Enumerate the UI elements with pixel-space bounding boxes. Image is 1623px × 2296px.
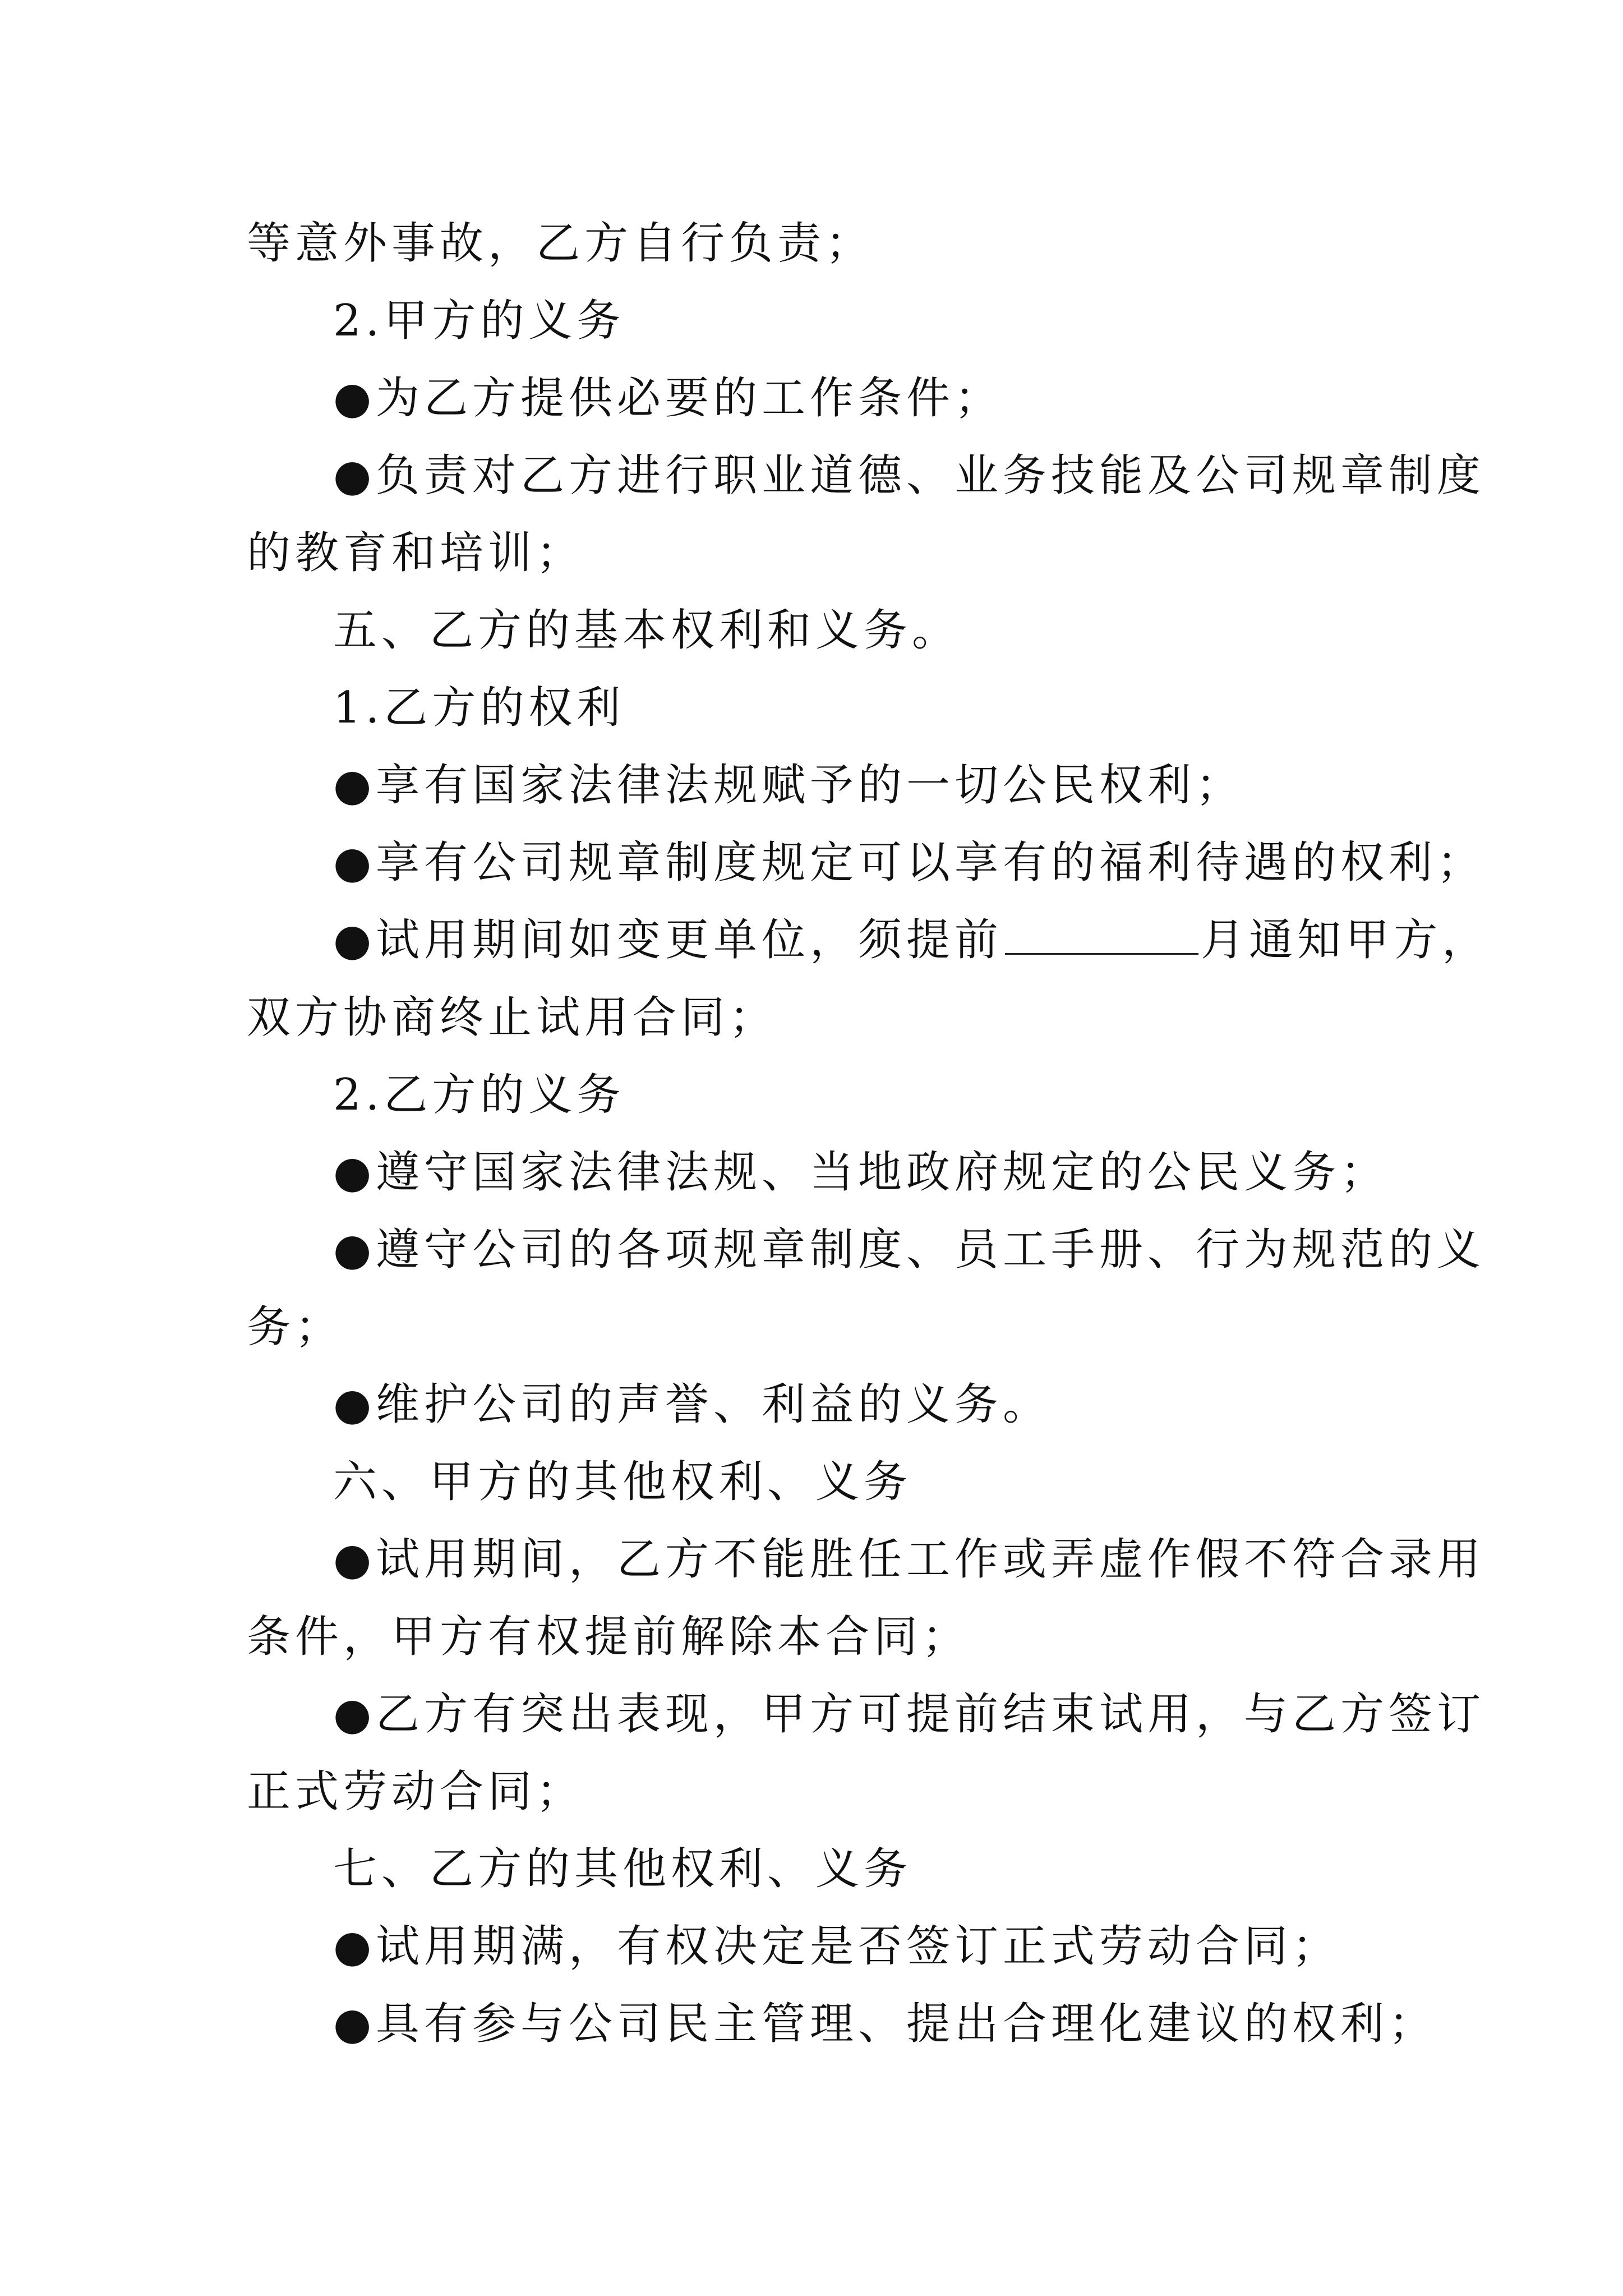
paragraph-line: 双方协商终止试用合同； — [247, 992, 778, 1043]
bullet-item: ●遵守国家法律法规、当地政府规定的公民义务； — [333, 1147, 1389, 1198]
section-heading: 2.甲方的义务 — [333, 296, 625, 346]
paragraph-line: 条件，甲方有权提前解除本合同； — [247, 1612, 971, 1662]
section-heading: 五、乙方的基本权利和义务。 — [333, 605, 961, 656]
section-heading: 六、甲方的其他权利、义务 — [333, 1457, 912, 1507]
bullet-text-before-blank: ●试用期间如变更单位，须提前 — [333, 915, 1003, 965]
paragraph-line: 等意外事故，乙方自行负责； — [247, 218, 874, 269]
bullet-item: ●试用期间，乙方不能胜任工作或弄虚作假不符合录用 — [333, 1534, 1486, 1585]
bullet-item: ●具有参与公司民主管理、提出合理化建议的权利； — [333, 1999, 1437, 2049]
section-heading: 1.乙方的权利 — [333, 683, 625, 733]
bullet-item: ●试用期满，有权决定是否签订正式劳动合同； — [333, 1921, 1341, 1972]
document-body — [247, 205, 1491, 2063]
bullet-item: ●维护公司的声誉、利益的义务。 — [333, 1379, 1052, 1430]
bullet-item: ●遵守公司的各项规章制度、员工手册、行为规范的义 — [333, 1225, 1486, 1275]
bullet-text-after-blank: 月通知甲方， — [1201, 915, 1491, 965]
paragraph-line: 正式劳动合同； — [247, 1766, 585, 1817]
bullet-item-with-blank — [247, 901, 1491, 979]
section-heading: 2.乙方的义务 — [333, 1070, 625, 1120]
bullet-item: ●享有国家法律法规赋予的一切公民权利； — [333, 760, 1244, 811]
bullet-item: ●乙方有突出表现，甲方可提前结束试用，与乙方签订 — [333, 1689, 1486, 1740]
bullet-item: ●享有公司规章制度规定可以享有的福利待遇的权利； — [333, 838, 1486, 888]
fill-in-blank — [1005, 903, 1198, 955]
paragraph-line: 的教育和培训； — [247, 528, 585, 578]
bullet-item: ●为乙方提供必要的工作条件； — [333, 373, 1003, 424]
bullet-item: ●负责对乙方进行职业道德、业务技能及公司规章制度 — [333, 450, 1486, 501]
paragraph-line: 务； — [247, 1302, 344, 1352]
section-heading: 七、乙方的其他权利、义务 — [333, 1844, 912, 1894]
